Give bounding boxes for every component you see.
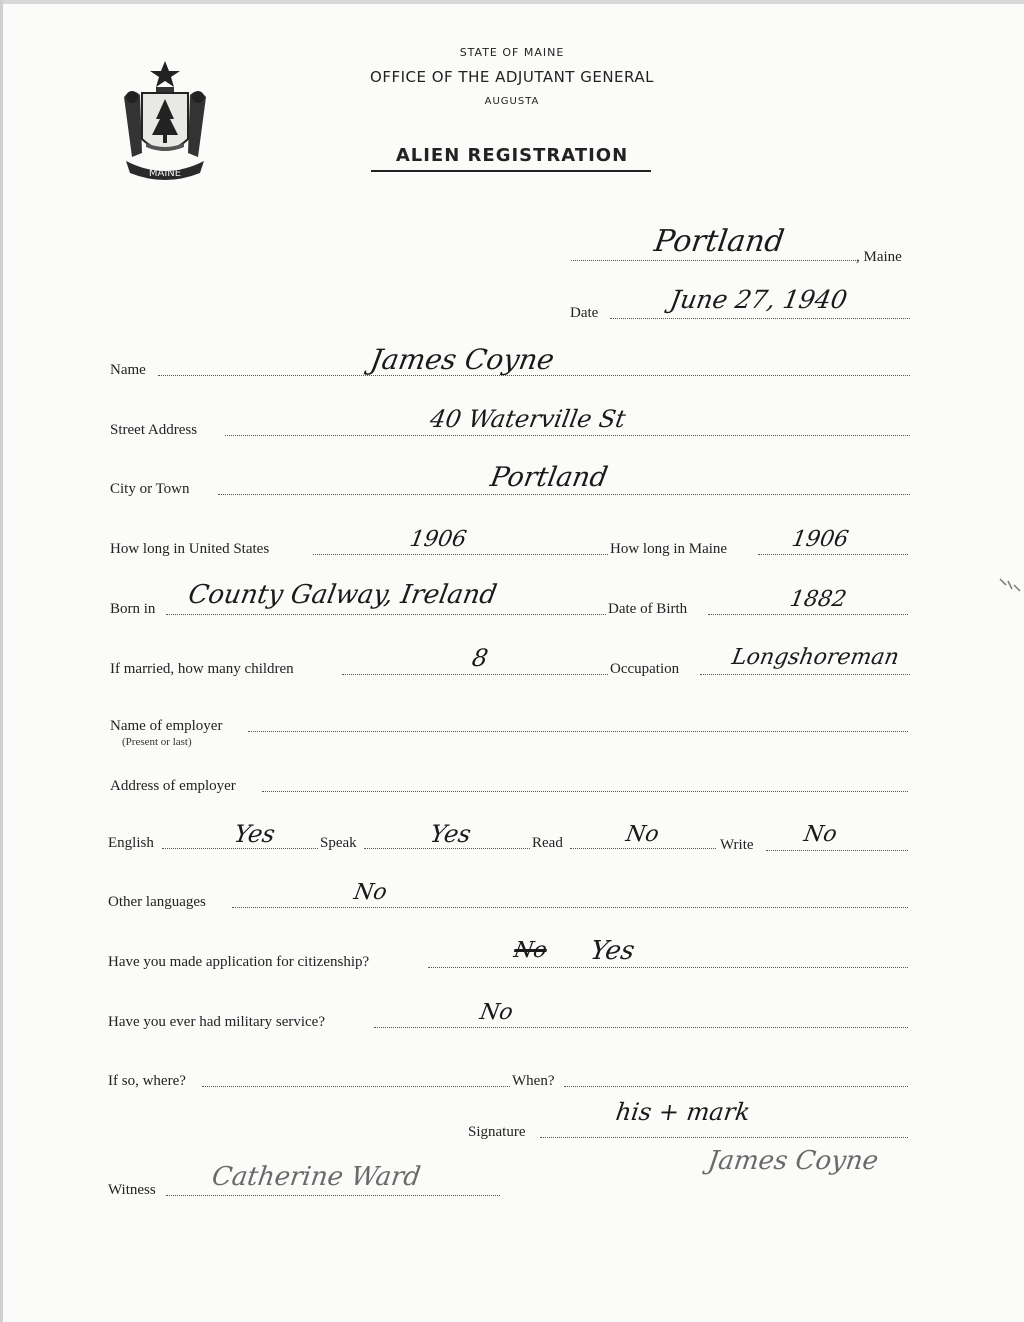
birth-date-field-line[interactable]	[708, 614, 908, 615]
other-languages-label: Other languages	[108, 894, 206, 910]
citizenship-value: Yes	[588, 936, 637, 966]
speak-value: Yes	[428, 820, 474, 848]
children-label: If married, how many children	[110, 661, 294, 677]
street-field-line[interactable]	[225, 435, 910, 436]
born-field-line[interactable]	[166, 614, 606, 615]
us-years-field-line[interactable]	[313, 554, 608, 555]
when-label: When?	[512, 1073, 555, 1089]
military-label: Have you ever had military service?	[108, 1014, 325, 1030]
signature-label: Signature	[468, 1124, 526, 1140]
employer-field-line[interactable]	[248, 731, 908, 732]
english-value: Yes	[232, 820, 278, 848]
place-field-line[interactable]	[571, 260, 856, 261]
occupation-value: Longshoreman	[730, 645, 901, 670]
english-label: English	[108, 835, 154, 851]
write-field-line[interactable]	[766, 850, 908, 851]
place-value: Portland	[652, 224, 787, 259]
citizenship-label: Have you made application for citizenship?	[108, 954, 370, 970]
street-value: 40 Waterville St	[428, 405, 628, 433]
birth-date-value: 1882	[788, 587, 849, 612]
title-underline	[371, 170, 651, 172]
date-field-line[interactable]	[610, 318, 910, 319]
employer-address-field-line[interactable]	[262, 791, 908, 792]
citizenship-field-line[interactable]	[428, 967, 908, 968]
name-value: James Coyne	[368, 343, 557, 376]
name-label: Name	[110, 362, 146, 378]
military-field-line[interactable]	[374, 1027, 908, 1028]
other-languages-value: No	[352, 880, 389, 905]
read-value: No	[624, 822, 661, 847]
born-label: Born in	[110, 601, 156, 617]
employer-sublabel: (Present or last)	[122, 736, 192, 748]
us-years-label: How long in United States	[110, 541, 270, 557]
us-years-value: 1906	[408, 527, 469, 552]
state-heading: STATE OF MAINE	[459, 46, 565, 59]
when-field-line[interactable]	[564, 1086, 908, 1087]
witness-label: Witness	[108, 1182, 156, 1198]
maine-label: , Maine	[856, 249, 902, 265]
signature-field-line[interactable]	[540, 1137, 908, 1138]
date-value: June 27, 1940	[668, 285, 850, 314]
write-value: No	[802, 822, 839, 847]
employer-address-label: Address of employer	[110, 778, 236, 794]
maine-state-seal-icon	[112, 57, 218, 185]
where-field-line[interactable]	[202, 1086, 510, 1087]
speak-field-line[interactable]	[364, 848, 530, 849]
date-label: Date	[570, 305, 599, 321]
office-heading: OFFICE OF THE ADJUTANT GENERAL	[370, 68, 654, 86]
military-value: No	[478, 1000, 515, 1025]
city-value: Portland	[488, 462, 610, 493]
scan-edge-left	[0, 0, 3, 1322]
city-label: City or Town	[110, 481, 190, 497]
children-value: 8	[470, 644, 491, 672]
witness-value: Catherine Ward	[210, 1162, 423, 1192]
birth-date-label: Date of Birth	[608, 601, 688, 617]
signature-mark: his + mark	[614, 1098, 752, 1126]
street-label: Street Address	[110, 422, 198, 438]
city-heading: AUGUSTA	[484, 96, 540, 107]
born-value: County Galway, Ireland	[186, 580, 500, 610]
english-field-line[interactable]	[162, 848, 318, 849]
witness-field-line[interactable]	[166, 1195, 500, 1196]
read-field-line[interactable]	[570, 848, 716, 849]
document-header	[0, 0, 1024, 180]
maine-years-value: 1906	[790, 527, 851, 552]
where-label: If so, where?	[108, 1073, 186, 1089]
occupation-field-line[interactable]	[700, 674, 910, 675]
employer-label: Name of employer	[110, 718, 223, 734]
occupation-label: Occupation	[610, 661, 680, 677]
scan-artifact-icon	[998, 575, 1022, 595]
signature-name: James Coyne	[706, 1146, 881, 1176]
maine-years-label: How long in Maine	[610, 541, 728, 557]
citizenship-struck-value: No	[512, 938, 549, 963]
form-title: ALIEN REGISTRATION	[395, 145, 629, 166]
maine-years-field-line[interactable]	[758, 554, 908, 555]
read-label: Read	[532, 835, 563, 851]
other-languages-field-line[interactable]	[232, 907, 908, 908]
speak-label: Speak	[320, 835, 357, 851]
seal-scroll-text: MAINE	[148, 168, 182, 179]
children-field-line[interactable]	[342, 674, 608, 675]
city-field-line[interactable]	[218, 494, 910, 495]
write-label: Write	[720, 837, 754, 853]
